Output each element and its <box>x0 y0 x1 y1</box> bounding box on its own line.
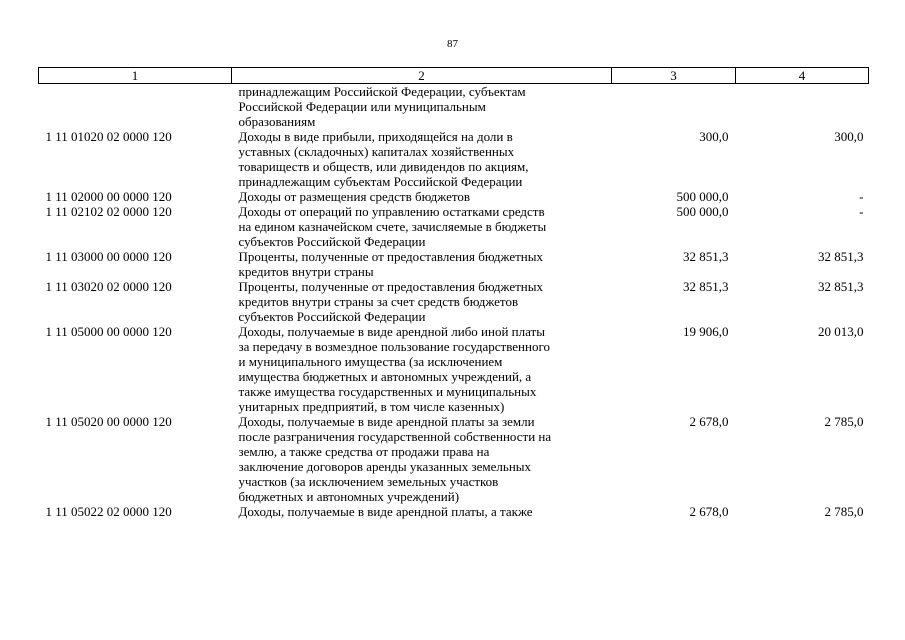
revenue-name: Доходы, получаемые в виде арендной платы за земли после разграничения государственной собственности на землю, а также средства от продажи права на заключение договоров аренды указанных земельных участков (за исключением земельных участков бюджетных и автономных учреждений) <box>238 414 552 504</box>
value-col-3: 2 678,0 <box>689 414 729 429</box>
value-col-3: 2 678,0 <box>689 504 729 519</box>
revenue-table <box>38 67 869 519</box>
budget-code: 1 11 05022 02 0000 120 <box>45 504 172 519</box>
revenue-name: Доходы, получаемые в виде арендной либо иной платы за передачу в возмездное пользование государственного и муниципального имущества (за исключением имущества бюджетных и автономных учреждений, а также имущества государственных и муниципальных унитарных предприятий, в том числе казенных) <box>238 324 550 414</box>
revenue-name: принадлежащим Российской Федерации, субъектам Российской Федерации или муниципальным образованиям <box>238 84 526 129</box>
budget-code: 1 11 03000 00 0000 120 <box>45 249 172 264</box>
value-col-4: - <box>859 189 864 204</box>
table-row <box>39 84 869 130</box>
budget-code: 1 11 05020 00 0000 120 <box>45 414 172 429</box>
column-header-4: 4 <box>736 68 869 84</box>
value-col-4: 300,0 <box>834 129 864 144</box>
value-col-4: 32 851,3 <box>818 249 864 264</box>
value-col-4: 20 013,0 <box>818 324 864 339</box>
value-col-4: 2 785,0 <box>824 414 864 429</box>
table-row <box>39 249 869 279</box>
value-col-4: 32 851,3 <box>818 279 864 294</box>
table-row <box>39 129 869 189</box>
column-header-3: 3 <box>612 68 736 84</box>
revenue-name: Доходы от размещения средств бюджетов <box>238 189 471 204</box>
budget-code: 1 11 03020 02 0000 120 <box>45 279 172 294</box>
value-col-3: 32 851,3 <box>683 279 729 294</box>
budget-code: 1 11 02102 02 0000 120 <box>45 204 172 219</box>
value-col-4: - <box>859 204 864 219</box>
table-row <box>39 414 869 504</box>
table-row <box>39 324 869 414</box>
page-number: 87 <box>447 38 458 50</box>
value-col-4 <box>736 84 869 130</box>
revenue-name: Доходы от операций по управлению остатками средств на едином казначейском счете, зачисляемые в бюджеты субъектов Российской Федерации <box>238 204 547 249</box>
column-header-1: 1 <box>39 68 232 84</box>
column-header-2: 2 <box>232 68 612 84</box>
budget-code: 1 11 02000 00 0000 120 <box>45 189 172 204</box>
value-col-3: 300,0 <box>699 129 729 144</box>
revenue-name: Доходы в виде прибыли, приходящейся на доли в уставных (складочных) капиталах хозяйственных товариществ и обществ, или дивидендов по акциям, принадлежащим субъектам Российской Федерации <box>238 129 529 189</box>
table-row <box>39 279 869 324</box>
value-col-3: 500 000,0 <box>676 204 729 219</box>
budget-code <box>39 84 232 130</box>
value-col-3: 500 000,0 <box>676 189 729 204</box>
table-row <box>39 204 869 249</box>
value-col-4: 2 785,0 <box>824 504 864 519</box>
table-header <box>39 68 869 84</box>
revenue-name: Доходы, получаемые в виде арендной платы, а также <box>238 504 533 519</box>
value-col-3: 19 906,0 <box>683 324 729 339</box>
budget-code: 1 11 01020 02 0000 120 <box>45 129 172 144</box>
budget-code: 1 11 05000 00 0000 120 <box>45 324 172 339</box>
value-col-3 <box>612 84 736 130</box>
revenue-name: Проценты, полученные от предоставления бюджетных кредитов внутри страны <box>238 249 543 279</box>
table-row <box>39 504 869 519</box>
value-col-3: 32 851,3 <box>683 249 729 264</box>
table-row <box>39 189 869 204</box>
table-body <box>39 84 869 520</box>
revenue-name: Проценты, полученные от предоставления бюджетных кредитов внутри страны за счет средств бюджетов субъектов Российской Федерации <box>238 279 543 324</box>
